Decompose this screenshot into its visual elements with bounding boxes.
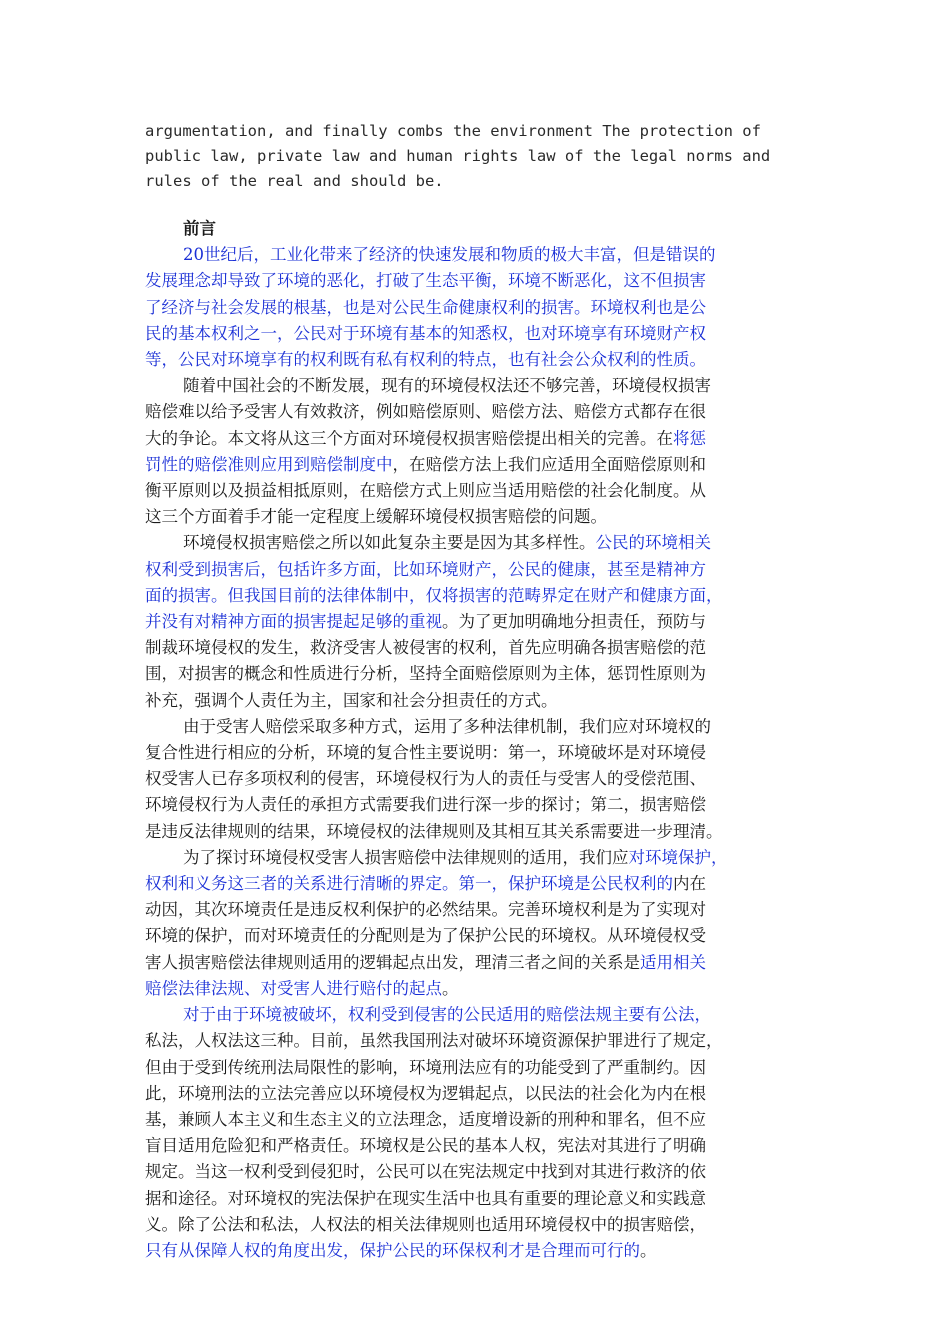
highlighted-text: 对环境保护， <box>628 847 728 867</box>
highlighted-text: 权利和义务这三者的关系进行清晰的界定。第一，保护环境是公民权利的 <box>145 874 673 894</box>
line-text: 内在 <box>673 874 706 894</box>
paragraph-line: 盲目适用危险犯和严格责任。环境权是公民的基本人权，宪法对其进行了明确 <box>145 1136 706 1156</box>
paragraph-line: 但由于受到传统刑法局限性的影响，环境刑法应有的功能受到了严重制约。因 <box>145 1057 706 1077</box>
paragraph-6 <box>145 1002 805 1264</box>
paragraph-line: 义。除了公法和私法，人权法的相关法律规则也适用环境侵权中的损害赔偿， <box>145 1214 706 1234</box>
line-text: 大的争论。本文将从这三个方面对环境侵权损害赔偿提出相关的完善。在 <box>145 428 673 448</box>
paragraph-line: 面的损害。但我国目前的法律体制中，仅将损害的范畴界定在财产和健康方面， <box>145 585 723 605</box>
highlighted-text: 并没有对精神方面的损害提起足够的重视 <box>145 612 442 632</box>
line-text: 害人损害赔偿法律规则适用的逻辑起点出发，理清三者之间的关系是 <box>145 952 640 972</box>
paragraph-line: 权受害人已存多项权利的侵害，环境侵权行为人的责任与受害人的受偿范围、 <box>145 769 706 789</box>
paragraph-line: 复合性进行相应的分析，环境的复合性主要说明：第一，环境破坏是对环境侵 <box>145 743 706 763</box>
paragraph-line: 规定。当这一权利受到侵犯时，公民可以在宪法规定中找到对其进行救济的依 <box>145 1162 706 1182</box>
paragraph-line <box>145 845 805 871</box>
paragraph-line: 这三个方面着手才能一定程度上缓解环境侵权损害赔偿的问题。 <box>145 507 607 527</box>
paragraph-line: 衡平原则以及损益相抵原则，在赔偿方式上则应当适用赔偿的社会化制度。从 <box>145 481 706 501</box>
paragraph-line: 环境的保护，而对环境责任的分配则是为了保护公民的环境权。从环境侵权受 <box>145 926 706 946</box>
preface-section <box>145 216 805 1264</box>
highlighted-text: 将惩 <box>673 428 706 448</box>
highlighted-text: 只有从保障人权的角度出发，保护公民的环保权利才是合理而可行的 <box>145 1240 640 1260</box>
abstract-line: rules of the real and should be. <box>145 172 444 190</box>
abstract-line: argumentation, and finally combs the environment The protection of <box>145 122 761 140</box>
paragraph-line: 动因，其次环境责任是违反权利保护的必然结果。完善环境权利是为了实现对 <box>145 900 706 920</box>
paragraph-line: 是违反法律规则的结果，环境侵权的法律规则及其相互其关系需要进一步理清。 <box>145 821 723 841</box>
paragraph-line: 此，环境刑法的立法完善应以环境侵权为逻辑起点，以民法的社会化为内在根 <box>145 1083 706 1103</box>
paragraph-line: 由于受害人赔偿采取多种方式，运用了多种法律机制，我们应对环境权的 <box>183 716 711 736</box>
paragraph-line: 20世纪后，工业化带来了经济的快速发展和物质的极大丰富，但是错误的 <box>183 245 716 265</box>
highlighted-text: 赔偿法律法规、对受害人进行赔付的起点 <box>145 978 442 998</box>
paragraph-line: 基，兼顾人本主义和生态主义的立法理念，适度增设新的刑种和罪名，但不应 <box>145 1109 706 1129</box>
line-text: 。为了更加明确地分担责任，预防与 <box>442 612 706 632</box>
paragraph-line <box>145 426 805 452</box>
paragraph-line: 等，公民对环境享有的权利既有私有权利的特点，也有社会公众权利的性质。 <box>145 350 706 370</box>
paragraph-2 <box>145 373 805 530</box>
paragraph-line <box>145 1238 805 1264</box>
paragraph-4 <box>145 714 805 845</box>
line-text: 环境侵权损害赔偿之所以如此复杂主要是因为其多样性。 <box>183 533 596 553</box>
line-text: 为了探讨环境侵权受害人损害赔偿中法律规则的适用，我们应 <box>183 847 629 867</box>
english-abstract-tail <box>145 119 805 194</box>
highlighted-text: 适用相关 <box>640 952 706 972</box>
paragraph-line: 环境侵权行为人责任的承担方式需要我们进行深一步的探讨；第二，损害赔偿 <box>145 795 706 815</box>
paragraph-line <box>145 609 805 635</box>
paragraph-3 <box>145 530 805 713</box>
paragraph-1 <box>145 242 805 373</box>
highlighted-text: 罚性的赔偿准则应用到赔偿制度中 <box>145 454 393 474</box>
section-heading: 前言 <box>183 219 216 238</box>
paragraph-line: 制裁环境侵权的发生，救济受害人被侵害的权利，首先应明确各损害赔偿的范 <box>145 638 706 658</box>
line-text: 。 <box>442 978 459 998</box>
paragraph-line: 发展理念却导致了环境的恶化，打破了生态平衡，环境不断恶化，这不但损害 <box>145 271 706 291</box>
paragraph-line: 据和途径。对环境权的宪法保护在现实生活中也具有重要的理论意义和实践意 <box>145 1188 706 1208</box>
abstract-line: public law, private law and human rights law of the legal norms and <box>145 147 771 165</box>
paragraph-line: 赔偿难以给予受害人有效救济，例如赔偿原则、赔偿方法、赔偿方式都存在很 <box>145 402 706 422</box>
highlighted-text: 公民的环境相关 <box>595 533 711 553</box>
paragraph-line <box>145 530 805 556</box>
line-text: ，在赔偿方法上我们应适用全面赔偿原则和 <box>392 454 706 474</box>
paragraph-line: 补充，强调个人责任为主，国家和社会分担责任的方式。 <box>145 690 558 710</box>
paragraph-line <box>145 871 805 897</box>
paragraph-line <box>145 452 805 478</box>
paragraph-5 <box>145 845 805 1002</box>
paragraph-line: 民的基本权利之一，公民对于环境有基本的知悉权，也对环境享有环境财产权 <box>145 323 706 343</box>
paragraph-line: 随着中国社会的不断发展，现有的环境侵权法还不够完善，环境侵权损害 <box>183 376 711 396</box>
paragraph-line: 权利受到损害后，包括许多方面，比如环境财产，公民的健康，甚至是精神方 <box>145 559 706 579</box>
paragraph-line <box>145 950 805 976</box>
paragraph-line: 对于由于环境被破坏，权利受到侵害的公民适用的赔偿法规主要有公法， <box>183 1005 711 1025</box>
paragraph-line: 私法，人权法这三种。目前，虽然我国刑法对破坏环境资源保护罪进行了规定， <box>145 1031 723 1051</box>
paragraph-line: 了经济与社会发展的根基，也是对公民生命健康权利的损害。环境权利也是公 <box>145 297 706 317</box>
paragraph-line: 围，对损害的概念和性质进行分析，坚持全面赔偿原则为主体，惩罚性原则为 <box>145 664 706 684</box>
paragraph-line <box>145 976 805 1002</box>
line-text: 。 <box>640 1240 657 1260</box>
